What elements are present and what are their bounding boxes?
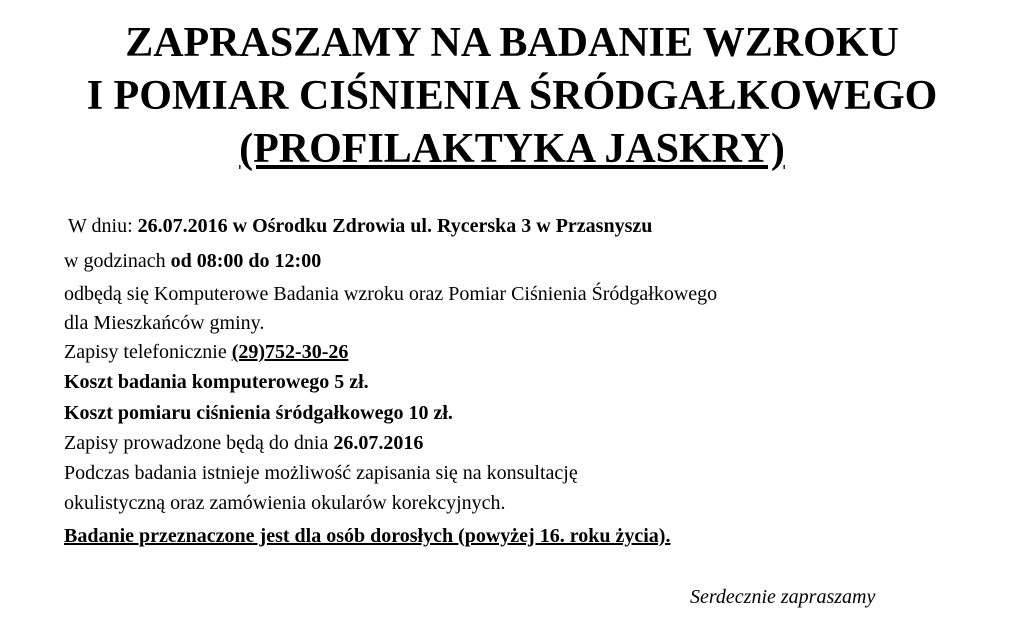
consultation-line: Podczas badania istnieje możliwość zapisania się na konsultację bbox=[64, 462, 578, 484]
headline-line-1: ZAPRASZAMY NA BADANIE WZROKU bbox=[125, 20, 899, 66]
glasses-line: okulistyczną oraz zamówienia okularów korekcyjnych. bbox=[64, 492, 506, 514]
date-location: 26.07.2016 w Ośrodku Zdrowia ul. Rycerska 3 w Przasnyszu bbox=[137, 215, 653, 237]
phone-prefix: Zapisy telefonicznie bbox=[64, 341, 232, 363]
hours-prefix: w godzinach bbox=[64, 250, 171, 272]
date-prefix: W dniu: bbox=[68, 215, 138, 237]
phone-number: (29)752-30-26 bbox=[231, 341, 349, 363]
date-location-line bbox=[68, 214, 652, 238]
residents-line: dla Mieszkańców gminy. bbox=[64, 312, 265, 334]
deadline-date: 26.07.2016 bbox=[333, 432, 424, 454]
hours-line bbox=[64, 249, 321, 273]
closing-signature: Serdecznie zapraszamy bbox=[690, 586, 876, 608]
deadline-prefix: Zapisy prowadzone będą do dnia bbox=[64, 432, 334, 454]
headline-line-2: I POMIAR CIŚNIENIA ŚRÓDGAŁKOWEGO bbox=[86, 73, 938, 119]
cost-computer-exam: Koszt badania komputerowego 5 zł. bbox=[64, 371, 369, 393]
exam-description: odbędą się Komputerowe Badania wzroku oraz Pomiar Ciśnienia Śródgałkowego bbox=[64, 283, 718, 305]
cost-pressure-exam: Koszt pomiaru ciśnienia śródgałkowego 10 zł. bbox=[64, 402, 453, 424]
adults-note: Badanie przeznaczone jest dla osób dorosłych (powyżej 16. roku życia). bbox=[64, 525, 671, 547]
phone-line bbox=[64, 340, 348, 364]
registration-deadline-line bbox=[64, 431, 423, 455]
hours-value: od 08:00 do 12:00 bbox=[170, 250, 322, 272]
headline-line-3: (PROFILAKTYKA JASKRY) bbox=[239, 126, 785, 172]
